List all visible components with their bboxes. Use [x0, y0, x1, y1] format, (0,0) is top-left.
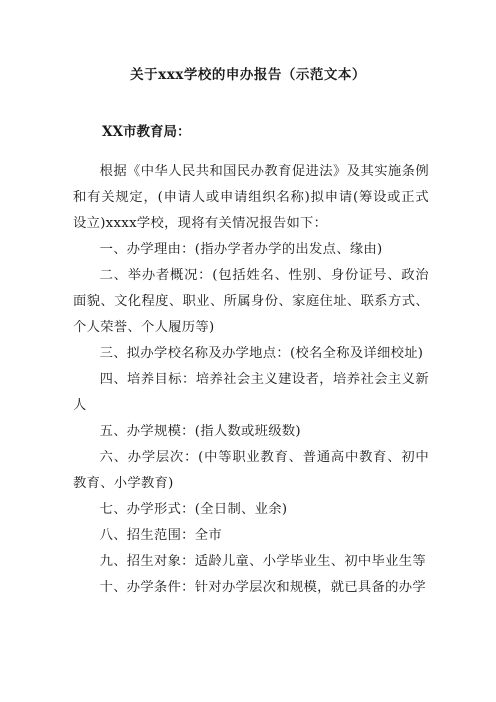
list-item: 四、培养目标：培养社会主义建设者，培养社会主义新人 — [73, 372, 429, 413]
list-item: 六、办学层次：(中等职业教育、普通高中教育、初中教育、小学教育) — [73, 450, 429, 491]
list-item: 五、办学规模：(指人数或班级数) — [99, 424, 301, 439]
salutation: XX市教育局： — [102, 124, 191, 140]
list-item: 二、举办者概况：(包括姓名、性别、身份证号、政治面貌、文化程度、职业、所属身份、家庭住址、联系方式、个人荣誉、个人履历等) — [73, 268, 429, 335]
document-title: 关于xxx学校的申办报告（示范文本） — [130, 67, 366, 83]
intro-paragraph: 根据《中华人民共和国民办教育促进法》及其实施条例和有关规定，(申请人或申请组织名称)拟申请(筹设或正式设立)xxxx学校，现将有关情况报告如下： — [73, 164, 429, 231]
list-item: 一、办学理由：(指办学者办学的出发点、缘由) — [99, 242, 383, 257]
list-item: 八、招生范围：全市 — [99, 528, 222, 543]
list-item: 十、办学条件：针对办学层次和规模，就已具备的办学 — [99, 580, 426, 595]
list-item: 九、招生对象：适龄儿童、小学毕业生、初中毕业生等 — [99, 554, 426, 569]
list-item: 三、拟办学校名称及办学地点：(校名全称及详细校址) — [99, 346, 424, 361]
list-item: 七、办学形式：(全日制、业余) — [99, 502, 288, 517]
